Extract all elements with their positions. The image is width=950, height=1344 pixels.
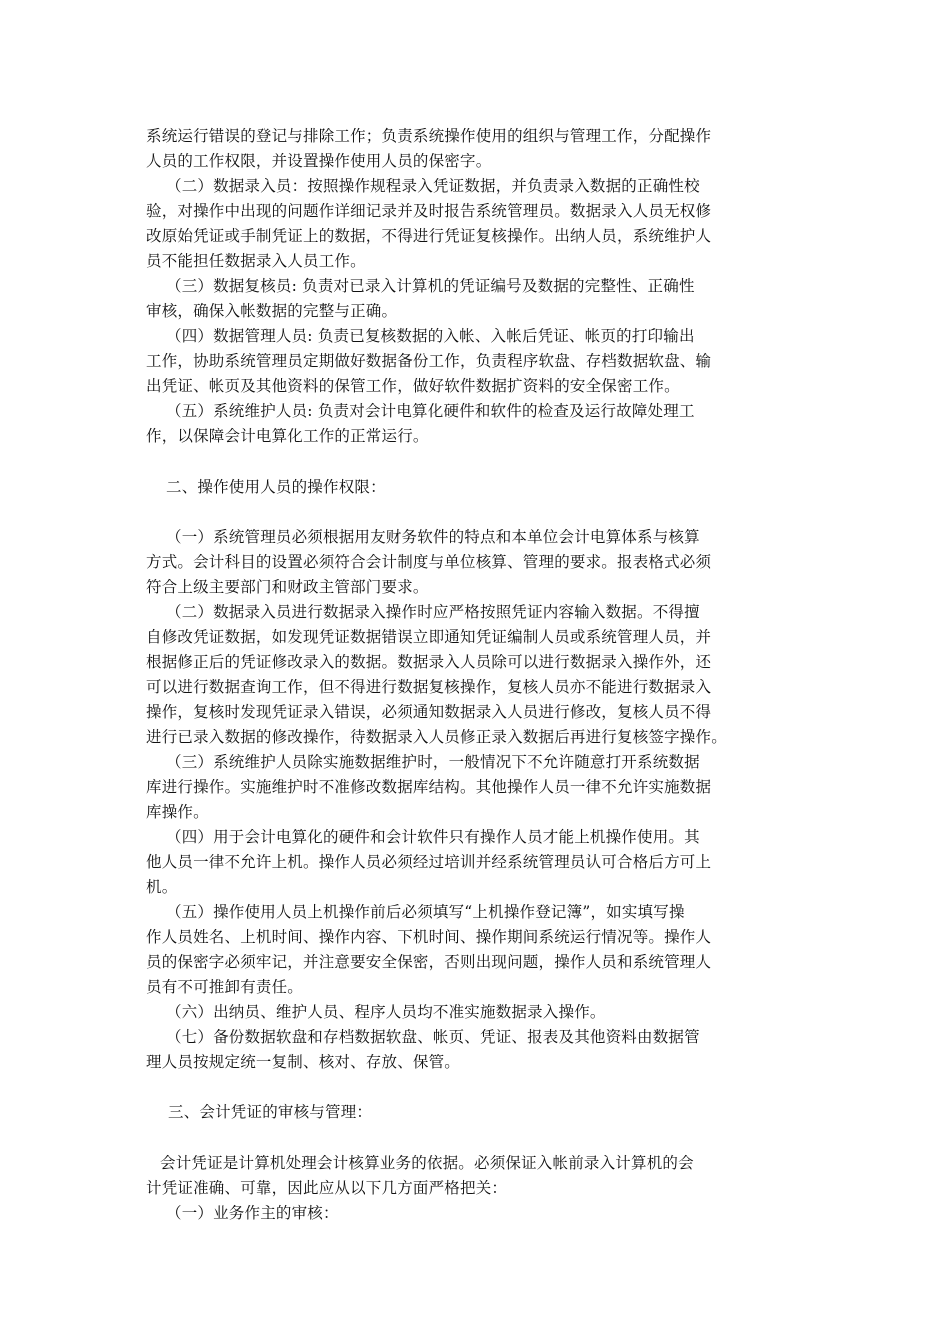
text-line-30: （五）操作使用人员上机操作前后必须填写“上机操作登记簿”，如实填写操 [166,903,685,921]
text-line-12: （五）系统维护人员: 负责对会计电算化硬件和软件的检查及运行故障处理工 [166,402,695,420]
text-line-9: （四）数据管理人员: 负责已复核数据的入帐、入帐后凭证、帐页的打印输出 [166,327,695,345]
text-line-21: 可以进行数据查询工作，但不得进行数据复核操作，复核人员亦不能进行数据录入 [146,678,712,696]
text-line-23: 进行已录入数据的修改操作，待数据录入人员修正录入数据后再进行复核签字操作。 [146,728,727,746]
text-line-10: 工作，协助系统管理员定期做好数据备份工作，负责程序软盘、存档数据软盘、输 [146,352,712,370]
text-line-17: 符合上级主要部门和财政主管部门要求。 [146,578,429,596]
text-line-25: 库进行操作。实施维护时不准修改数据库结构。其他操作人员一律不允许实施数据 [146,778,712,796]
text-line-2: 人员的工作权限，并设置操作使用人员的保密字。 [146,152,492,170]
text-line-18: （二）数据录入员进行数据录入操作时应严格按照凭证内容输入数据。不得擅 [166,603,700,621]
text-line-38: 会计凭证是计算机处理会计核算业务的依据。必须保证入帐前录入计算机的会 [160,1154,694,1172]
section-heading-2: 二、操作使用人员的操作权限： [166,478,386,496]
text-line-33: 员有不可推卸有责任。 [146,978,304,996]
text-line-20: 根据修正后的凭证修改录入的数据。数据录入人员除可以进行数据录入操作外，还 [146,653,712,671]
text-line-19: 自修改凭证数据，如发现凭证数据错误立即通知凭证编制人员或系统管理人员，并 [146,628,712,646]
text-line-7: （三）数据复核员: 负责对已录入计算机的凭证编号及数据的完整性、正确性 [166,277,695,295]
text-line-39: 计凭证准确、可靠，因此应从以下几方面严格把关： [146,1179,508,1197]
text-line-1: 系统运行错误的登记与排除工作；负责系统操作使用的组织与管理工作，分配操作 [146,127,712,145]
text-line-29: 机。 [146,878,178,896]
text-line-31: 作人员姓名、上机时间、操作内容、下机时间、操作期间系统运行情况等。操作人 [146,928,712,946]
text-line-15: （一）系统管理员必须根据用友财务软件的特点和本单位会计电算体系与核算 [166,528,700,546]
text-line-5: 改原始凭证或手制凭证上的数据，不得进行凭证复核操作。出纳人员，系统维护人 [146,227,712,245]
text-line-34: （六）出纳员、维护人员、程序人员均不准实施数据录入操作。 [166,1003,606,1021]
text-line-35: （七）备份数据软盘和存档数据软盘、帐页、凭证、报表及其他资料由数据管 [166,1028,700,1046]
text-line-27: （四）用于会计电算化的硬件和会计软件只有操作人员才能上机操作使用。其 [166,828,700,846]
text-line-4: 验，对操作中出现的问题作详细记录并及时报告系统管理员。数据录入人员无权修 [146,202,712,220]
text-line-6: 员不能担任数据录入人员工作。 [146,252,366,270]
text-line-26: 库操作。 [146,803,209,821]
text-line-28: 他人员一律不允许上机。操作人员必须经过培训并经系统管理员认可合格后方可上 [146,853,712,871]
text-line-36: 理人员按规定统一复制、核对、存放、保管。 [146,1053,461,1071]
text-line-40: （一）业务作主的审核： [166,1204,339,1222]
text-line-13: 作，以保障会计电算化工作的正常运行。 [146,427,429,445]
section-heading-3: 三、会计凭证的审核与管理： [168,1103,373,1121]
text-line-24: （三）系统维护人员除实施数据维护时，一般情况下不允许随意打开系统数据 [166,753,700,771]
text-line-11: 出凭证、帐页及其他资料的保管工作，做好软件数据扩资料的安全保密工作。 [146,377,680,395]
text-line-22: 操作，复核时发现凭证录入错误，必须通知数据录入人员进行修改，复核人员不得 [146,703,712,721]
text-line-8: 审核，确保入帐数据的完整与正确。 [146,302,398,320]
text-line-32: 员的保密字必须牢记，并注意要安全保密，否则出现问题，操作人员和系统管理人 [146,953,712,971]
text-line-3: （二）数据录入员：按照操作规程录入凭证数据，并负责录入数据的正确性校 [166,177,700,195]
text-line-16: 方式。会计科目的设置必须符合会计制度与单位核算、管理的要求。报表格式必须 [146,553,712,571]
